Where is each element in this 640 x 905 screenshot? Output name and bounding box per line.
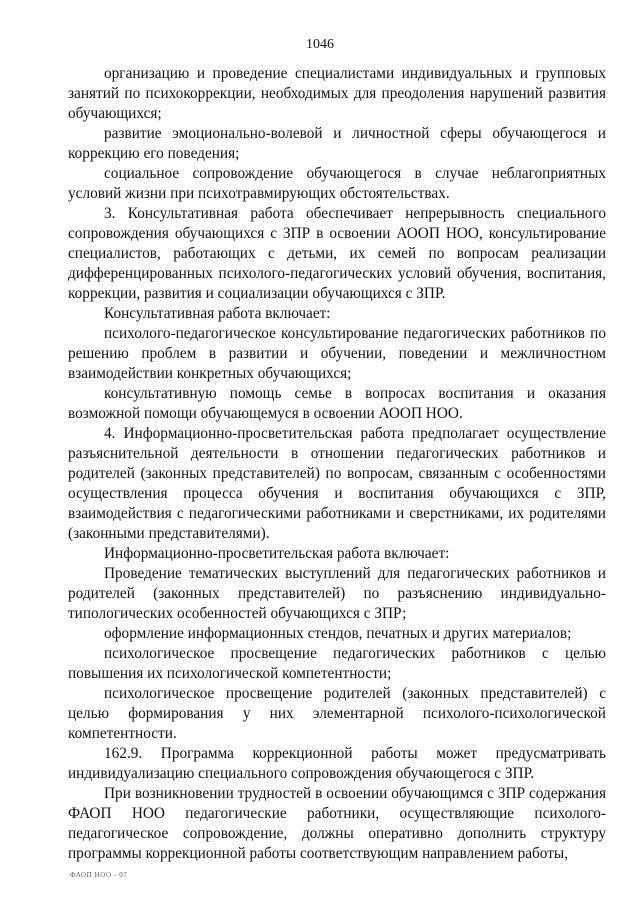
- page-number: 1046: [306, 37, 334, 52]
- paragraph: социальное сопровождение обучающегося в случае неблагоприятных условий жизни при психотравмирующих обстоятельствах.: [68, 165, 606, 202]
- paragraph: 162.9. Программа коррекционной работы может предусматривать индивидуализацию специального сопровождения обучающегося с ЗПР.: [68, 745, 606, 782]
- paragraph: развитие эмоционально-волевой и личностной сферы обучающегося и коррекцию его поведения;: [68, 125, 606, 162]
- paragraph: Консультативная работа включает:: [104, 305, 331, 322]
- paragraph: При возникновении трудностей в освоении обучающимся с ЗПР содержания ФАОП НОО педагогические работники, осуществляющие психолого-педагогическое сопровождение, должны оперативно дополнить структуру программы коррекционной работы соответствующим направлением работы,: [68, 785, 606, 862]
- document-body: [68, 64, 606, 864]
- page-footer: ФАОП НОО - 07: [70, 871, 128, 879]
- paragraph: оформление информационных стендов, печатных и других материалов;: [104, 625, 572, 642]
- paragraph: психологическое просвещение родителей (законных представителей) с целью формирования у них элементарной психолого-психологической компетентности.: [68, 685, 606, 742]
- paragraph: психологическое просвещение педагогических работников с целью повышения их психологической компетентности;: [68, 645, 606, 682]
- paragraph: Информационно-просветительская работа включает:: [104, 545, 450, 562]
- paragraph: Проведение тематических выступлений для педагогических работников и родителей (законных представителей) по разъяснению индивидуально-типологических особенностей обучающихся с ЗПР;: [68, 565, 606, 622]
- paragraph: психолого-педагогическое консультирование педагогических работников по решению проблем в развитии и обучении, поведении и межличностном взаимодействии конкретных обучающихся;: [68, 325, 606, 382]
- paragraph: 3. Консультативная работа обеспечивает непрерывность специального сопровождения обучающихся с ЗПР в освоении АООП НОО, консультирование специалистов, работающих с детьми, их семей по вопросам реализации дифференцированных психолого-педагогических условий обучения, воспитания, коррекции, развития и социализации обучающихся с ЗПР.: [68, 205, 606, 302]
- paragraph: 4. Информационно-просветительская работа предполагает осуществление разъяснительной деятельности в отношении педагогических работников и родителей (законных представителей) по вопросам, связанным с особенностями осуществления процесса обучения и воспитания обучающихся с ЗПР, взаимодействия с педагогическими работниками и сверстниками, их родителями (законными представителями).: [68, 425, 606, 542]
- paragraph: консультативную помощь семье в вопросах воспитания и оказания возможной помощи обучающемуся в освоении АООП НОО.: [68, 385, 606, 422]
- paragraph: организацию и проведение специалистами индивидуальных и групповых занятий по психокоррекции, необходимых для преодоления нарушений развития обучающихся;: [68, 65, 606, 122]
